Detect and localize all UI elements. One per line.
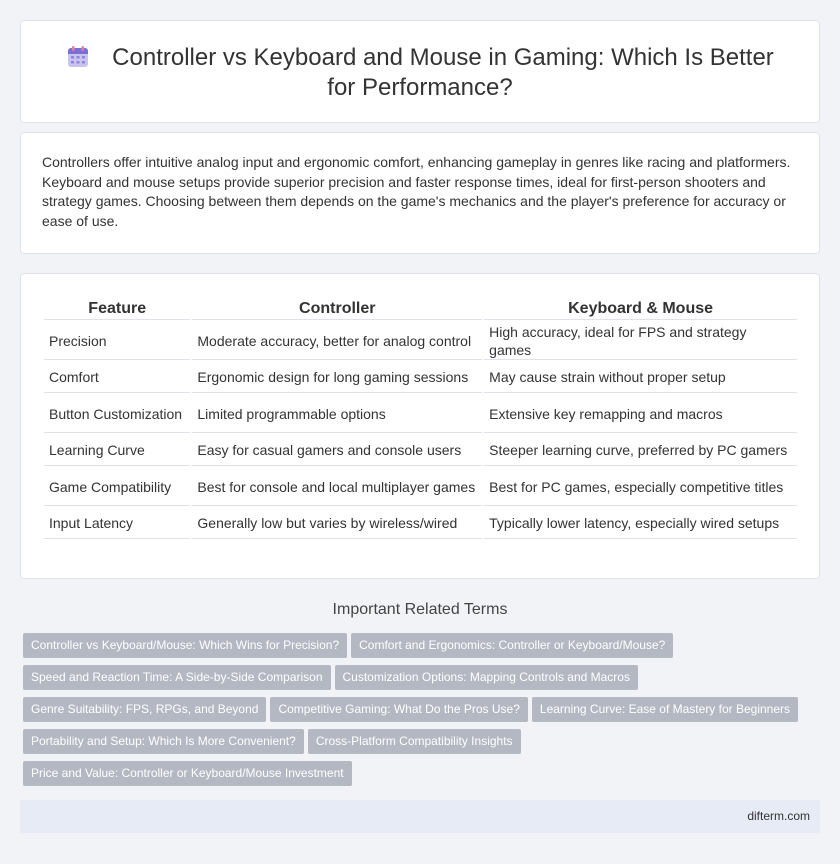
table-row [44, 468, 797, 506]
related-terms-title: Important Related Terms [332, 601, 508, 618]
tag-row [23, 697, 803, 729]
related-tag[interactable]: Cross-Platform Compatibility Insights [308, 729, 521, 754]
controller-cell: Generally low but varies by wireless/wired [192, 508, 482, 539]
related-tag[interactable]: Price and Value: Controller or Keyboard/Mouse Investment [23, 761, 352, 786]
page-title-wrap [51, 43, 789, 103]
summary-card [20, 132, 820, 254]
tag-row [23, 633, 803, 665]
table-row [44, 362, 797, 393]
header-keyboard-mouse: Keyboard & Mouse [484, 298, 797, 320]
controller-cell: Best for console and local multiplayer games [192, 468, 482, 506]
related-tag[interactable]: Comfort and Ergonomics: Controller or Keyboard/Mouse? [351, 633, 673, 658]
tag-row [23, 729, 803, 761]
keyboard-mouse-cell: Typically lower latency, especially wired setups [484, 508, 797, 539]
comparison-table-card [20, 273, 820, 579]
table-row [44, 508, 797, 539]
tag-row [23, 665, 803, 697]
related-tag[interactable]: Speed and Reaction Time: A Side-by-Side Comparison [23, 665, 331, 690]
keyboard-mouse-cell: Extensive key remapping and macros [484, 395, 797, 433]
feature-cell: Input Latency [44, 508, 190, 539]
header-controller: Controller [192, 298, 482, 320]
footer-site-link[interactable]: difterm.com [747, 809, 810, 823]
summary-text: Controllers offer intuitive analog input and ergonomic comfort, enhancing gameplay in genres like racing and platformers. Keyboard and mouse setups provide superior precision and faster response times, ideal for first-person shooters and strategy games. Choosing between them depends on the game's mechanics and the player's preference for accuracy or ease of use. [42, 154, 791, 229]
title-card [20, 20, 820, 123]
related-tag[interactable]: Genre Suitability: FPS, RPGs, and Beyond [23, 697, 266, 722]
related-terms-tags [23, 633, 803, 793]
keyboard-mouse-cell: Steeper learning curve, preferred by PC gamers [484, 435, 797, 466]
related-tag[interactable]: Competitive Gaming: What Do the Pros Use? [270, 697, 527, 722]
controller-cell: Ergonomic design for long gaming sessions [192, 362, 482, 393]
related-tag[interactable]: Portability and Setup: Which Is More Convenient? [23, 729, 304, 754]
feature-cell: Game Compatibility [44, 468, 190, 506]
controller-cell: Easy for casual gamers and console users [192, 435, 482, 466]
tag-row [23, 761, 803, 793]
feature-cell: Button Customization [44, 395, 190, 433]
related-tag[interactable]: Controller vs Keyboard/Mouse: Which Wins for Precision? [23, 633, 347, 658]
footer [20, 800, 820, 833]
keyboard-mouse-cell: Best for PC games, especially competitive titles [484, 468, 797, 506]
table-row [44, 435, 797, 466]
table-header-row [44, 298, 797, 320]
keyboard-mouse-cell: High accuracy, ideal for FPS and strategy games [484, 322, 797, 360]
page-title: Controller vs Keyboard and Mouse in Gaming: Which Is Better for Performance? [112, 44, 774, 101]
feature-cell: Precision [44, 322, 190, 360]
related-tag[interactable]: Learning Curve: Ease of Mastery for Beginners [532, 697, 798, 722]
comparison-table [42, 296, 799, 541]
table-row [44, 322, 797, 360]
feature-cell: Learning Curve [44, 435, 190, 466]
calendar-icon [66, 45, 90, 69]
keyboard-mouse-cell: May cause strain without proper setup [484, 362, 797, 393]
table-row [44, 395, 797, 433]
controller-cell: Moderate accuracy, better for analog control [192, 322, 482, 360]
controller-cell: Limited programmable options [192, 395, 482, 433]
related-tag[interactable]: Customization Options: Mapping Controls and Macros [335, 665, 638, 690]
feature-cell: Comfort [44, 362, 190, 393]
header-feature: Feature [44, 298, 190, 320]
